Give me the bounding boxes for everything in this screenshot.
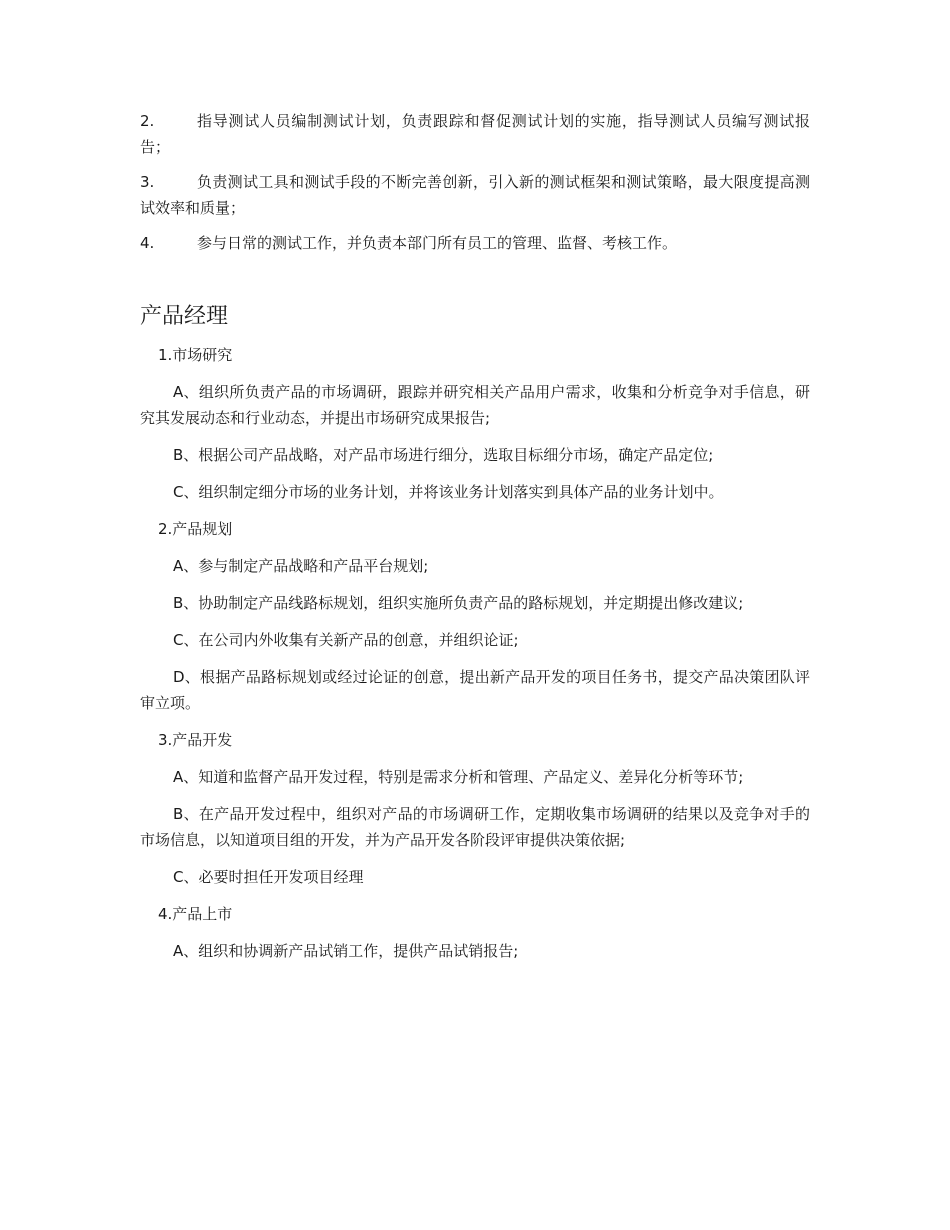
list-number: 3.: [140, 173, 155, 191]
paragraph: C、组织制定细分市场的业务计划，并将该业务计划落实到具体产品的业务计划中。: [173, 483, 724, 501]
list-number: 4.: [140, 234, 155, 252]
list-item: [140, 169, 810, 221]
subsection-heading: 1.市场研究: [158, 346, 233, 364]
paragraph: B、在产品开发过程中，组织对产品的市场调研工作，定期收集市场调研的结果以及竞争对手的市场信息，以知道项目组的开发，并为产品开发各阶段评审提供决策依据;: [140, 805, 810, 849]
paragraph: B、协助制定产品线路标规划，组织实施所负责产品的路标规划，并定期提出修改建议;: [173, 594, 744, 612]
paragraph: D、根据产品路标规划或经过论证的创意，提出新产品开发的项目任务书，提交产品决策团队评审立项。: [140, 668, 810, 712]
paragraph: A、知道和监督产品开发过程，特别是需求分析和管理、产品定义、差异化分析等环节;: [173, 768, 744, 786]
document-content: [140, 108, 810, 975]
paragraph: B、根据公司产品战略，对产品市场进行细分，选取目标细分市场，确定产品定位;: [173, 446, 714, 464]
list-number: 2.: [140, 112, 155, 130]
subsection-heading: 3.产品开发: [158, 731, 233, 749]
section-title: 产品经理: [140, 304, 229, 329]
paragraph: C、在公司内外收集有关新产品的创意，并组织论证;: [173, 631, 519, 649]
subsection-heading: 4.产品上市: [158, 905, 233, 923]
list-item: [140, 230, 810, 256]
paragraph: A、组织和协调新产品试销工作，提供产品试销报告;: [173, 942, 519, 960]
list-text: 指导测试人员编制测试计划，负责跟踪和督促测试计划的实施，指导测试人员编写测试报告；: [140, 112, 810, 156]
list-text: 负责测试工具和测试手段的不断完善创新，引入新的测试框架和测试策略，最大限度提高测试效率和质量；: [140, 173, 810, 217]
list-text: 参与日常的测试工作，并负责本部门所有员工的管理、监督、考核工作。: [197, 234, 678, 252]
paragraph: C、必要时担任开发项目经理: [173, 868, 364, 886]
paragraph: A、组织所负责产品的市场调研，跟踪并研究相关产品用户需求，收集和分析竞争对手信息，研究其发展动态和行业动态，并提出市场研究成果报告;: [140, 383, 810, 427]
paragraph: A、参与制定产品战略和产品平台规划;: [173, 557, 429, 575]
subsection-heading: 2.产品规划: [158, 520, 233, 538]
list-item: [140, 108, 810, 160]
